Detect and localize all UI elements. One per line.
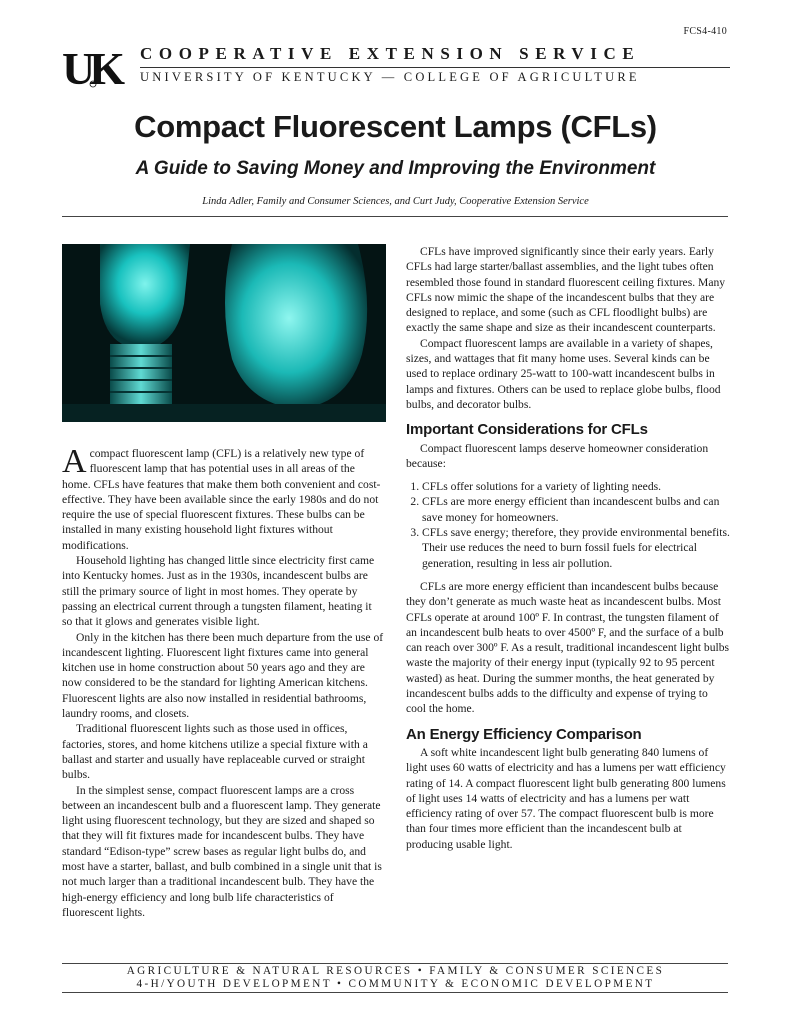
author-line: Linda Adler, Family and Consumer Sciences, and Curt Judy, Cooperative Extension Service <box>202 196 589 207</box>
paragraph: Household lighting has changed little since electricity first came into Kentucky homes. Just as in the 1930s, incandescent bulbs are still the primary source of light in most homes. They operate by passing an electrical current through a tungsten filament, heating it so that it glows and generates visible light. <box>62 554 375 629</box>
left-column <box>62 443 384 920</box>
title-divider <box>62 216 728 217</box>
paragraph: CFLs have improved significantly since their early years. Early CFLs had large starter/ballast assemblies, and the light tubes often resembled those found in standard fluorescent ceiling fixtures. Many CFLs now mimic the shape of the incandescent bulbs that they are designed to replace, and some (such as CFL floodlight bulbs) are exactly the same shape and size as their incandescent counterparts. <box>406 245 726 335</box>
intro-paragraph <box>62 443 384 553</box>
list-item: 1. CFLs offer solutions for a variety of lighting needs. <box>422 479 730 494</box>
publication-number: FCS4-410 <box>683 26 727 37</box>
paragraph: Traditional fluorescent lights such as those used in offices, factories, stores, and home kitchens utilize a special fixture with a ballast and starter and usually have replaceable curved or straight bulbs. <box>62 722 368 782</box>
right-column <box>406 244 730 852</box>
list-item: 3. CFLs save energy; therefore, they provide environmental benefits. Their use reduces the need to burn fossil fuels for electrical generation, resulting in less air pollution. <box>422 525 730 571</box>
footer-divider-top <box>62 963 728 964</box>
paragraph: In the simplest sense, compact fluorescent lamps are a cross between an incandescent bulb and a fluorescent lamp. They generate light using fluorescent technology, but they are sized and shaped so that they will fit fixtures made for incandescent bulbs. They have standard “Edison-type” screw bases as regular light bulbs do, and most have a starter, ballast, and bulb combined in a single unit that is not much larger than a traditional incandescent bulb. They have the high-energy efficiency and long bulb life characteristics of fluorescent lights. <box>62 783 382 919</box>
paragraph: Compact fluorescent lamps deserve homeowner consideration because: <box>406 441 709 470</box>
list-item: 2. CFLs are more energy efficient than incandescent bulbs and can save money for homeowners. <box>422 494 730 525</box>
header-divider <box>140 67 730 68</box>
considerations-list <box>406 479 730 571</box>
cfl-bulbs-photo <box>62 244 386 422</box>
paragraph: Compact fluorescent lamps are available in a variety of shapes, sizes, and wattages that fit many home uses. Several kinds can be used to replace ordinary 25-watt to 100-watt incandescent bulbs in lamps and fixtures. Others can be used to replace globe bulbs, flood bulbs, and decorator bulbs. <box>406 336 721 411</box>
footer-programs-line-1: AGRICULTURE & NATURAL RESOURCES • FAMILY & CONSUMER SCIENCES <box>126 965 665 977</box>
footer-divider-bottom <box>62 992 728 993</box>
paragraph: Only in the kitchen has there been much departure from the use of incandescent lighting. Fluorescent light fixtures came into general kitchen use in home construction about 50 years ago and they are now considered to be the standard for lighting American kitchens. Fluorescent lights are also now installed in residential bathrooms, laundry rooms, and closets. <box>62 630 384 721</box>
paragraph: A soft white incandescent light bulb generating 840 lumens of light uses 60 watts of electricity and has a lumens per watt efficiency rating of 14. A compact fluorescent light bulb generating 800 lumens of light uses 14 watts of electricity and has a lumens per watt efficiency rating of over 57. The compact fluorescent bulb is more than four times more efficient than the incandescent bulb at producing usable light. <box>406 745 726 851</box>
document-subtitle: A Guide to Saving Money and Improving the Environment <box>135 158 656 179</box>
university-subheading: UNIVERSITY OF KENTUCKY — COLLEGE OF AGRICULTURE <box>140 70 640 84</box>
uk-logo <box>62 44 136 90</box>
considerations-heading: Important Considerations for CFLs <box>406 421 648 439</box>
drop-cap: A <box>62 443 87 480</box>
document-title: Compact Fluorescent Lamps (CFLs) <box>134 109 657 144</box>
paragraph: CFLs are more energy efficient than incandescent bulbs because they don’t generate as much waste heat as incandescent bulbs. Most CFLs operate at around 100º F. In contrast, the tungsten filament of an incandescent bulb heats to over 4500º F, and the surface of a bulb can reach over 300º F. As a result, traditional incandescent light bulbs waste the majority of their energy input (typically 92 to 95 percent wasted) as heat. During the summer months, the heat generated by incandescent bulbs adds to the difficulty and expense of trying to cool the home. <box>406 579 730 716</box>
comparison-heading: An Energy Efficiency Comparison <box>406 725 642 743</box>
footer-programs-line-2: 4-H/YOUTH DEVELOPMENT • COMMUNITY & ECONOMIC DEVELOPMENT <box>136 978 655 990</box>
intro-text: compact fluorescent lamp (CFL) is a relatively new type of fluorescent lamp that has potential uses in all areas of the home. CFLs have features that make them both convenient and cost-effective. They have been available since the early 1980s and do not require the use of special fluorescent fixtures. These bulbs can be installed in many existing household light fixtures without modifications. <box>62 447 381 552</box>
cooperative-extension-heading: COOPERATIVE EXTENSION SERVICE <box>140 44 641 63</box>
uk-logo-text: UK <box>62 44 119 90</box>
